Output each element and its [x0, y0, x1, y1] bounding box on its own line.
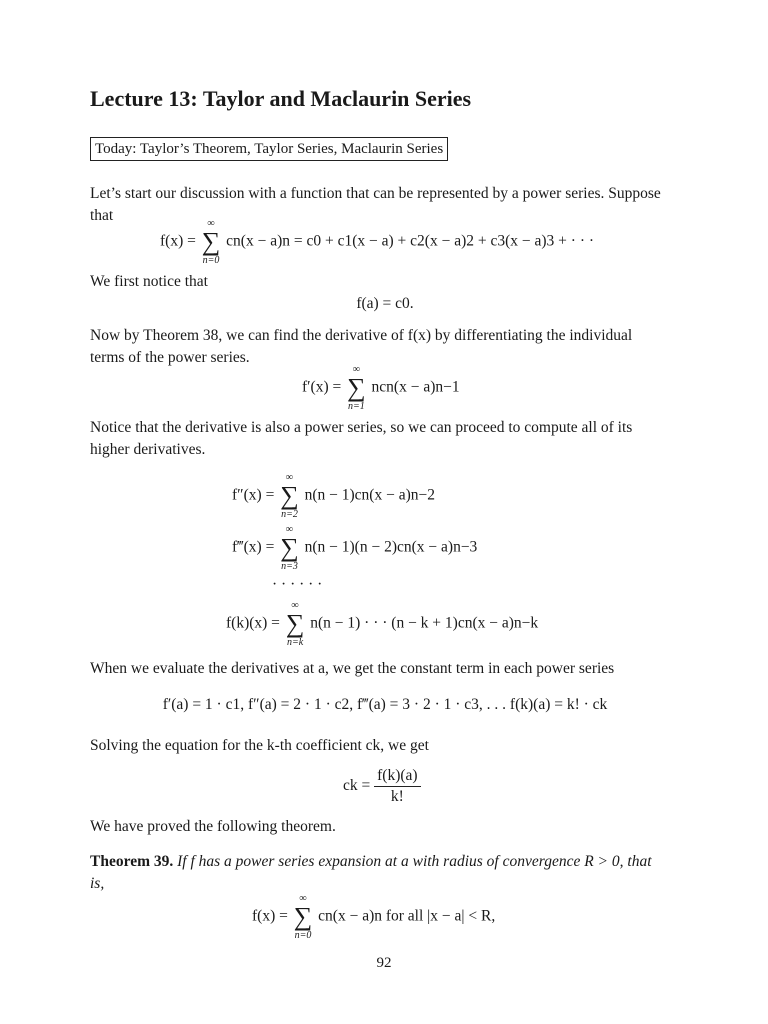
intro-line-1: Let’s start our discussion with a function that can be represented by a power series. Suppose [90, 185, 661, 202]
theorem38-line-2: terms of the power series. [90, 349, 250, 366]
theorem-label: Theorem 39. [90, 853, 174, 870]
first-notice-text: We first notice that [90, 273, 208, 290]
sum-lower-limit: n=0 [294, 930, 312, 941]
fprime-equation [302, 364, 460, 412]
sum-symbol: ∞ ∑ n=k [285, 600, 305, 648]
sum-lower-limit: n=2 [281, 509, 298, 520]
theorem-text-line-1: If f has a power series expansion at a with radius of convergence R > 0, that [177, 853, 652, 870]
sum-lower-limit: n=3 [281, 561, 298, 572]
theorem38-line-1: Now by Theorem 38, we can find the derivative of f(x) by differentiating the individual [90, 327, 633, 344]
evaluations-equation: f′(a) = 1 · c1, f″(a) = 2 · 1 · c2, f‴(a) = 3 · 2 · 1 · c3, . . . f(k)(a) = k! · ck [162, 696, 608, 713]
fprime-eq-lhs: f′(x) = [302, 378, 342, 396]
deriv-lhs: f″(x) = [232, 486, 275, 504]
sum-upper-limit: ∞ [207, 218, 215, 229]
ck-eq-lhs: ck = [343, 777, 371, 795]
theorem-eq-rhs: cn(x − a)n for all |x − a| < R, [318, 907, 496, 925]
deriv-rhs: n(n − 1)(n − 2)cn(x − a)n−3 [304, 538, 478, 556]
higher-line-1: Notice that the derivative is also a power series, so we can proceed to compute all of its [90, 419, 633, 436]
ck-numerator: f(k)(a) [374, 766, 420, 787]
sum-symbol: ∞ ∑ n=0 [293, 893, 313, 941]
kth-derivative-row [226, 600, 538, 648]
deriv-rhs: n(n − 1) · · · (n − k + 1)cn(x − a)n−k [310, 614, 539, 632]
sum-symbol: ∞ ∑ n=0 [201, 218, 221, 266]
sum-symbol: ∞ ∑ n=2 [280, 472, 299, 520]
deriv-lhs: f(k)(x) = [226, 614, 280, 632]
sum-upper-limit: ∞ [285, 524, 294, 535]
ellipsis-row: · · · · · · [272, 576, 323, 593]
evaluate-paragraph: When we evaluate the derivatives at a, we get the constant term in each power series [90, 660, 615, 677]
page-number: 92 [376, 955, 392, 971]
deriv-rhs: n(n − 1)cn(x − a)n−2 [304, 486, 435, 504]
series-eq-lhs: f(x) = [160, 232, 196, 250]
theorem-text-line-2: is, [90, 875, 105, 892]
third-derivative-row [232, 524, 477, 572]
page-title: Lecture 13: Taylor and Maclaurin Series [90, 86, 472, 111]
proved-paragraph: We have proved the following theorem. [90, 818, 336, 835]
theorem-eq-lhs: f(x) = [252, 907, 288, 925]
sum-lower-limit: n=k [286, 637, 304, 648]
theorem-equation [252, 893, 495, 941]
sum-symbol: ∞ ∑ n=1 [347, 364, 366, 412]
fprime-eq-rhs: ncn(x − a)n−1 [371, 378, 460, 396]
sum-upper-limit: ∞ [291, 600, 299, 611]
ck-equation [343, 766, 421, 807]
sum-upper-limit: ∞ [299, 893, 307, 904]
sum-upper-limit: ∞ [285, 472, 294, 483]
ck-fraction [374, 766, 420, 807]
second-derivative-row [232, 472, 435, 520]
theorem38-paragraph [90, 325, 680, 369]
higher-derivatives-paragraph [90, 417, 680, 461]
today-box: Today: Taylor’s Theorem, Taylor Series, Maclaurin Series [90, 137, 448, 161]
solving-paragraph: Solving the equation for the k-th coefficient ck, we get [90, 737, 429, 754]
fa-equation: f(a) = c0. [356, 295, 414, 312]
series-equation [160, 218, 594, 266]
series-eq-rhs: cn(x − a)n = c0 + c1(x − a) + c2(x − a)2 + c3(x − a)3 + · · · [226, 232, 595, 250]
sum-lower-limit: n=0 [202, 255, 220, 266]
sum-lower-limit: n=1 [348, 401, 365, 412]
sum-symbol: ∞ ∑ n=3 [280, 524, 299, 572]
sum-upper-limit: ∞ [352, 364, 360, 375]
theorem-39 [90, 851, 680, 895]
higher-line-2: higher derivatives. [90, 441, 206, 458]
deriv-lhs: f‴(x) = [232, 538, 275, 556]
intro-line-2: that [90, 207, 114, 224]
ck-denominator: k! [390, 788, 404, 805]
